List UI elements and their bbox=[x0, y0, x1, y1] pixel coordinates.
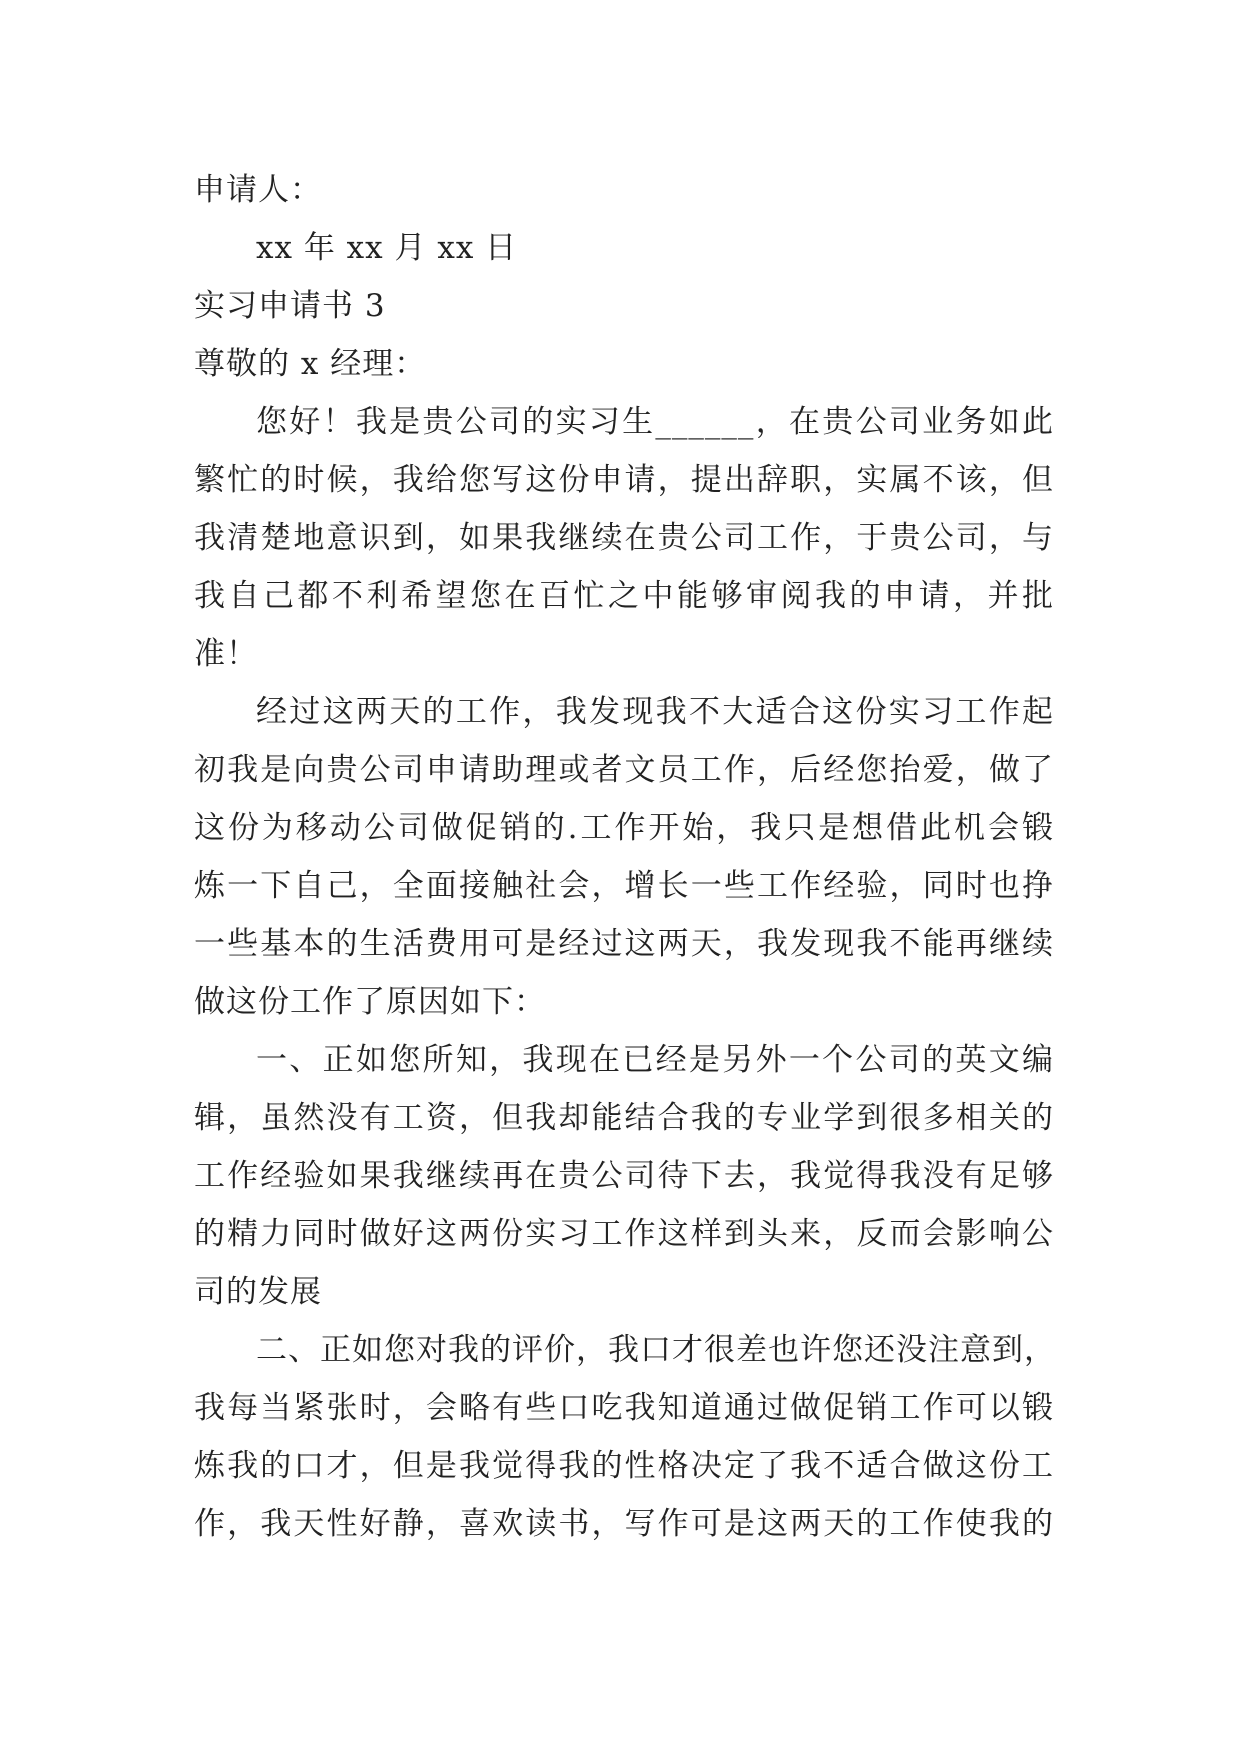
applicant-label: 申请人： bbox=[194, 172, 322, 208]
paragraph-4-line-2: 我每当紧张时，会略有些口吃我知道通过做促销工作可以锻 bbox=[194, 1390, 1054, 1426]
paragraph-3-line-5: 司的发展 bbox=[194, 1274, 322, 1310]
paragraph-1-line-2: 繁忙的时候，我给您写这份申请，提出辞职，实属不该，但 bbox=[194, 462, 1054, 498]
section-title: 实习申请书 3 bbox=[194, 288, 386, 324]
paragraph-3-line-1: 一、正如您所知，我现在已经是另外一个公司的英文编 bbox=[256, 1042, 1054, 1078]
paragraph-3-line-4: 的精力同时做好这两份实习工作这样到头来，反而会影响公 bbox=[194, 1216, 1054, 1252]
paragraph-1-line-5: 准！ bbox=[194, 636, 258, 672]
paragraph-2-line-3: 这份为移动公司做促销的.工作开始，我只是想借此机会锻 bbox=[194, 810, 1054, 846]
paragraph-2-line-1: 经过这两天的工作，我发现我不大适合这份实习工作起 bbox=[256, 694, 1054, 730]
date-line: xx 年 xx 月 xx 日 bbox=[256, 230, 518, 266]
paragraph-2-line-5: 一些基本的生活费用可是经过这两天，我发现我不能再继续 bbox=[194, 926, 1054, 962]
paragraph-4-line-1: 二、正如您对我的评价，我口才很差也许您还没注意到， bbox=[256, 1332, 1056, 1368]
paragraph-1-line-1: 您好！我是贵公司的实习生______，在贵公司业务如此 bbox=[256, 404, 1054, 440]
paragraph-3-line-2: 辑，虽然没有工资，但我却能结合我的专业学到很多相关的 bbox=[194, 1100, 1054, 1136]
paragraph-3-line-3: 工作经验如果我继续再在贵公司待下去，我觉得我没有足够 bbox=[194, 1158, 1054, 1194]
paragraph-2-line-2: 初我是向贵公司申请助理或者文员工作，后经您抬爱，做了 bbox=[194, 752, 1054, 788]
salutation: 尊敬的 x 经理： bbox=[194, 346, 427, 382]
paragraph-4-line-4: 作，我天性好静，喜欢读书，写作可是这两天的工作使我的 bbox=[194, 1506, 1054, 1542]
paragraph-2-line-4: 炼一下自己，全面接触社会，增长一些工作经验，同时也挣 bbox=[194, 868, 1054, 904]
paragraph-2-line-6: 做这份工作了原因如下： bbox=[194, 984, 546, 1020]
paragraph-1-line-3: 我清楚地意识到，如果我继续在贵公司工作，于贵公司，与 bbox=[194, 520, 1054, 556]
paragraph-1-line-4: 我自己都不利希望您在百忙之中能够审阅我的申请，并批 bbox=[194, 578, 1054, 614]
paragraph-4-line-3: 炼我的口才，但是我觉得我的性格决定了我不适合做这份工 bbox=[194, 1448, 1054, 1484]
